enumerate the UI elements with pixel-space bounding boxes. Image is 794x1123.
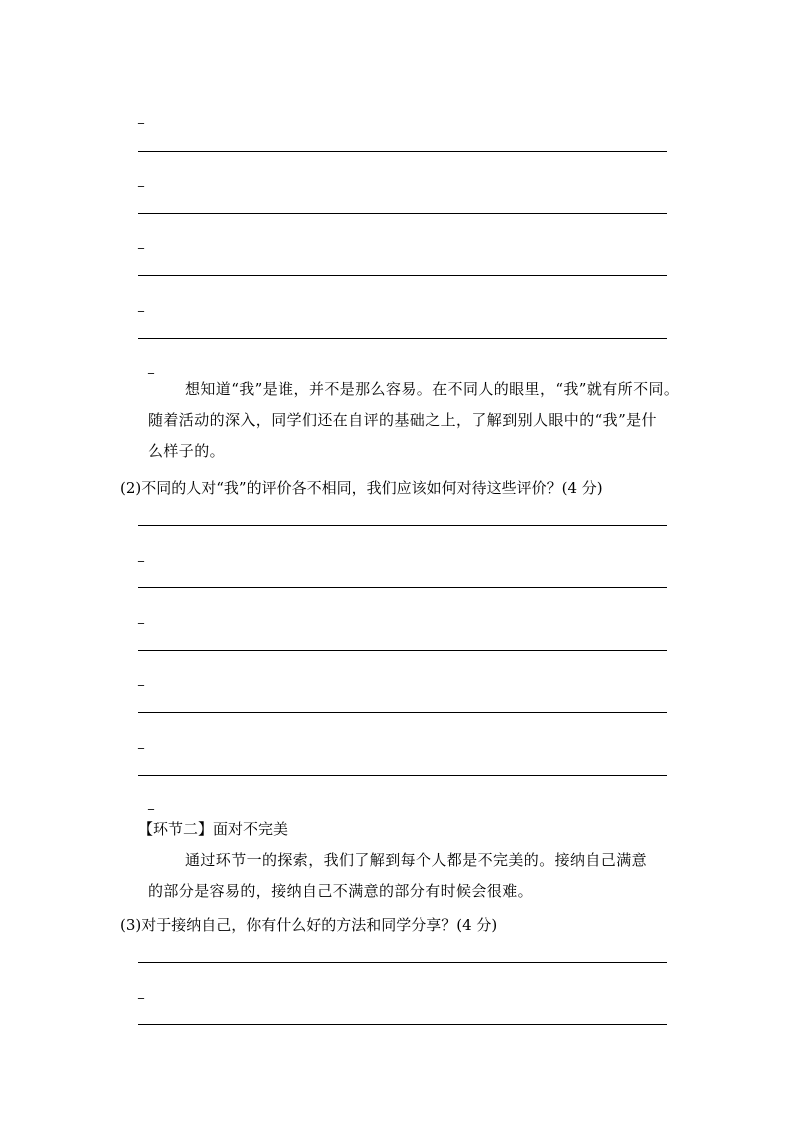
paragraph-line: 通过环节一的探索，我们了解到每个人都是不完美的。接纳自己满意 xyxy=(185,851,648,869)
answer-line[interactable] xyxy=(138,775,667,776)
paragraph-line: 随着活动的深入，同学们还在自评的基础之上，了解到别人眼中的“我”是什 xyxy=(148,411,657,429)
line-marker: _ xyxy=(138,110,144,124)
question-2-text: (2)不同的人对“我”的评价各不相同，我们应该如何对待这些评价？(4 分) xyxy=(120,479,603,497)
answer-line[interactable] xyxy=(138,525,667,526)
line-marker: _ xyxy=(138,235,144,249)
answer-line[interactable] xyxy=(138,151,667,152)
answer-line[interactable] xyxy=(138,275,667,276)
question-3-text: (3)对于接纳自己，你有什么好的方法和同学分享？(4 分) xyxy=(120,916,498,934)
paragraph-line: 想知道“我”是谁，并不是那么容易。在不同人的眼里，“我”就有所不同。 xyxy=(185,380,680,398)
line-marker: _ xyxy=(138,610,144,624)
paragraph-line: 的部分是容易的，接纳自己不满意的部分有时候会很难。 xyxy=(148,882,534,900)
line-marker: _ xyxy=(138,735,144,749)
line-marker: _ xyxy=(138,298,144,312)
answer-line[interactable] xyxy=(138,650,667,651)
answer-line[interactable] xyxy=(138,213,667,214)
answer-line[interactable] xyxy=(138,587,667,588)
line-marker: _ xyxy=(148,796,154,810)
paragraph-line: 么样子的。 xyxy=(148,442,226,460)
line-marker: _ xyxy=(138,672,144,686)
answer-line[interactable] xyxy=(138,1024,667,1025)
line-marker: _ xyxy=(138,173,144,187)
line-marker: _ xyxy=(148,360,154,374)
section-2-heading: 【环节二】面对不完美 xyxy=(138,820,289,838)
answer-line[interactable] xyxy=(138,338,667,339)
answer-line[interactable] xyxy=(138,962,667,963)
line-marker: _ xyxy=(138,985,144,999)
line-marker: _ xyxy=(138,548,144,562)
answer-line[interactable] xyxy=(138,712,667,713)
